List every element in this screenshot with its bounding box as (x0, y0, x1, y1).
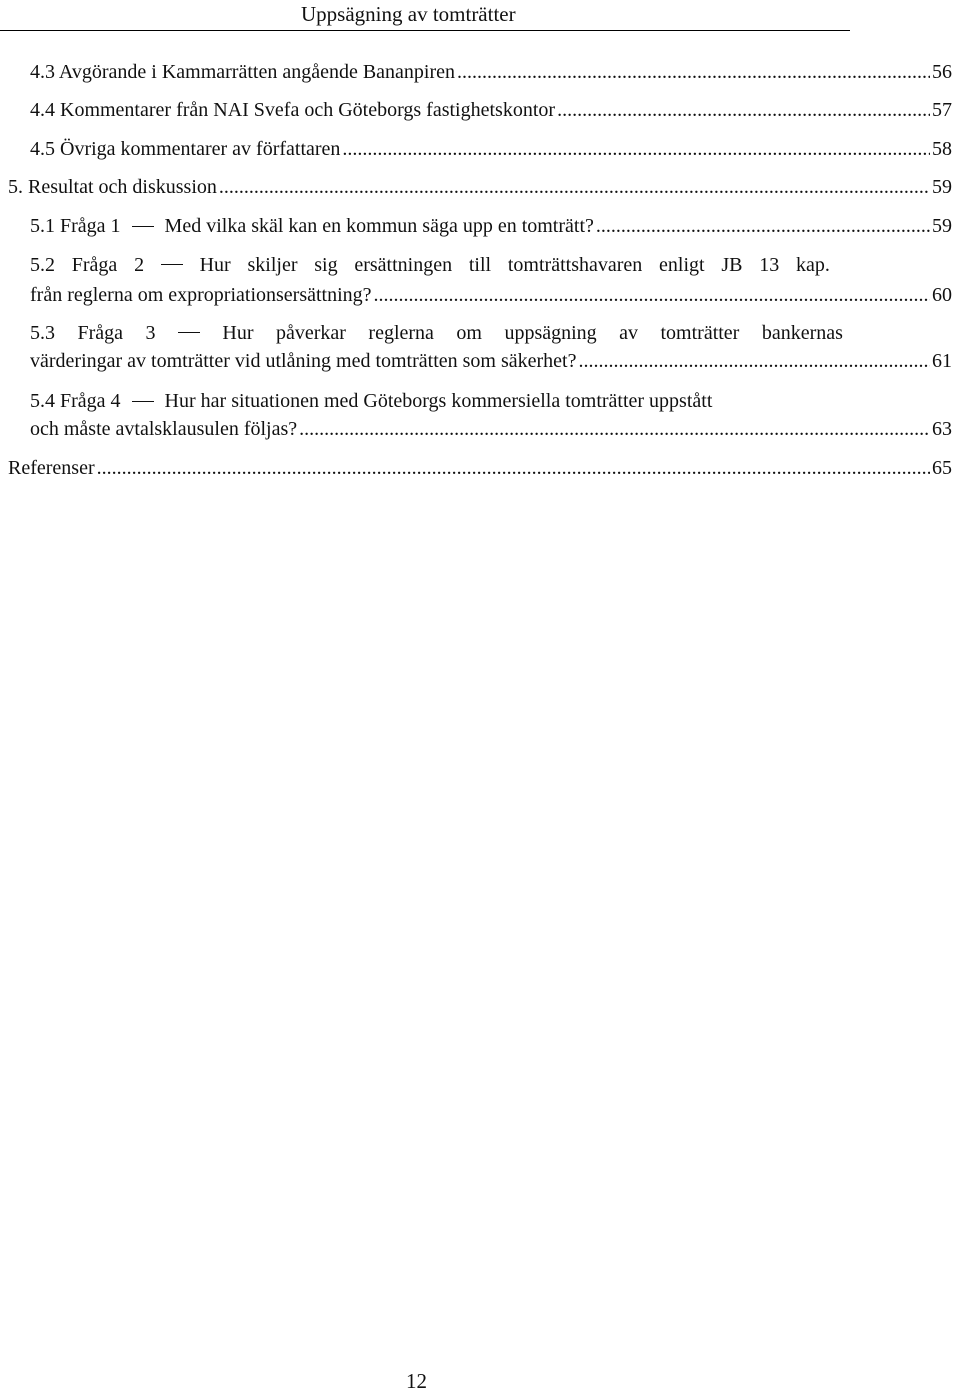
dot-leader (557, 95, 930, 125)
toc-entry-title: från reglerna om expropriationsersättning? (30, 284, 372, 306)
toc-entry-line[interactable] (30, 386, 712, 416)
toc-entry[interactable] (30, 134, 960, 164)
word: uppsägning (504, 322, 597, 344)
word: 5.2 (30, 254, 55, 276)
dot-leader (342, 134, 930, 164)
word: bankernas (761, 322, 843, 344)
word: Hur (222, 322, 254, 344)
dot-leader (219, 172, 930, 202)
toc-page-number: 60 (932, 284, 952, 306)
dot-leader (457, 57, 930, 87)
word: om (456, 322, 482, 344)
page-number: 12 (406, 1369, 427, 1393)
header-title: Uppsägning av tomträtter (301, 2, 516, 26)
toc-page-number: 56 (932, 61, 952, 83)
toc-page-number: 65 (932, 457, 952, 479)
toc-entry[interactable] (30, 57, 960, 87)
toc-page-number: 61 (932, 350, 952, 372)
word: ersättningen (354, 254, 453, 276)
toc-entry[interactable] (30, 280, 960, 310)
dot-leader (97, 453, 930, 483)
toc-entry[interactable] (30, 95, 960, 125)
em-dash (132, 226, 154, 227)
toc-entry-title: 5. Resultat och diskussion (8, 176, 217, 198)
word: Hur (199, 254, 231, 276)
toc-entry-title (30, 211, 596, 241)
toc-entry-number: 5.1 Fråga 1 (30, 215, 121, 237)
toc-page-number: 58 (932, 138, 952, 160)
toc-entry-number: 5.4 Fråga 4 (30, 390, 121, 412)
toc-entry-title: värderingar av tomträtter vid utlåning med tomträtten som säkerhet? (30, 350, 577, 372)
word: tomträttshavaren (507, 254, 643, 276)
toc-page-number: 57 (932, 99, 952, 121)
toc-page-number: 59 (932, 215, 952, 237)
dot-leader (374, 280, 930, 310)
dot-leader (596, 211, 930, 241)
toc-entry-line-justified[interactable] (30, 250, 830, 280)
table-of-contents (0, 0, 960, 520)
word: till (468, 254, 492, 276)
word: Fråga (77, 322, 124, 344)
em-dash (132, 401, 154, 402)
dot-leader (578, 346, 930, 376)
word: 3 (145, 322, 156, 344)
word: Fråga (71, 254, 118, 276)
word: kap. (796, 254, 830, 276)
toc-entry-title: 4.5 Övriga kommentarer av författaren (30, 138, 341, 160)
toc-entry-title: 4.4 Kommentarer från NAI Svefa och Göteborgs fastighetskontor (30, 99, 556, 121)
toc-entry[interactable] (8, 453, 960, 483)
word: reglerna (368, 322, 434, 344)
dot-leader (299, 414, 930, 444)
toc-entry[interactable] (30, 211, 960, 241)
word: 13 (759, 254, 780, 276)
toc-entry-question: Med vilka skäl kan en kommun säga upp en tomträtt? (164, 215, 594, 237)
word: av (619, 322, 639, 344)
word: 5.3 (30, 322, 55, 344)
toc-entry-title: och måste avtalsklausulen följas? (30, 418, 298, 440)
word: JB (721, 254, 743, 276)
toc-page-number: 59 (932, 176, 952, 198)
toc-page-number: 63 (932, 418, 952, 440)
em-dash (178, 332, 200, 347)
toc-entry[interactable] (8, 172, 960, 202)
word: enligt (659, 254, 705, 276)
word: påverkar (276, 322, 346, 344)
toc-entry-line-justified[interactable] (30, 318, 843, 348)
toc-entry-title: Referenser (8, 457, 95, 479)
word: sig (314, 254, 338, 276)
word: 2 (134, 254, 145, 276)
toc-entry-question: Hur har situationen med Göteborgs kommersiella tomträtter uppstått (164, 390, 713, 412)
word: skiljer (247, 254, 298, 276)
toc-entry-title: 4.3 Avgörande i Kammarrätten angående Bananpiren (30, 61, 456, 83)
toc-entry[interactable] (30, 346, 960, 376)
em-dash (161, 264, 183, 279)
toc-entry[interactable] (30, 414, 960, 444)
word: tomträtter (660, 322, 740, 344)
